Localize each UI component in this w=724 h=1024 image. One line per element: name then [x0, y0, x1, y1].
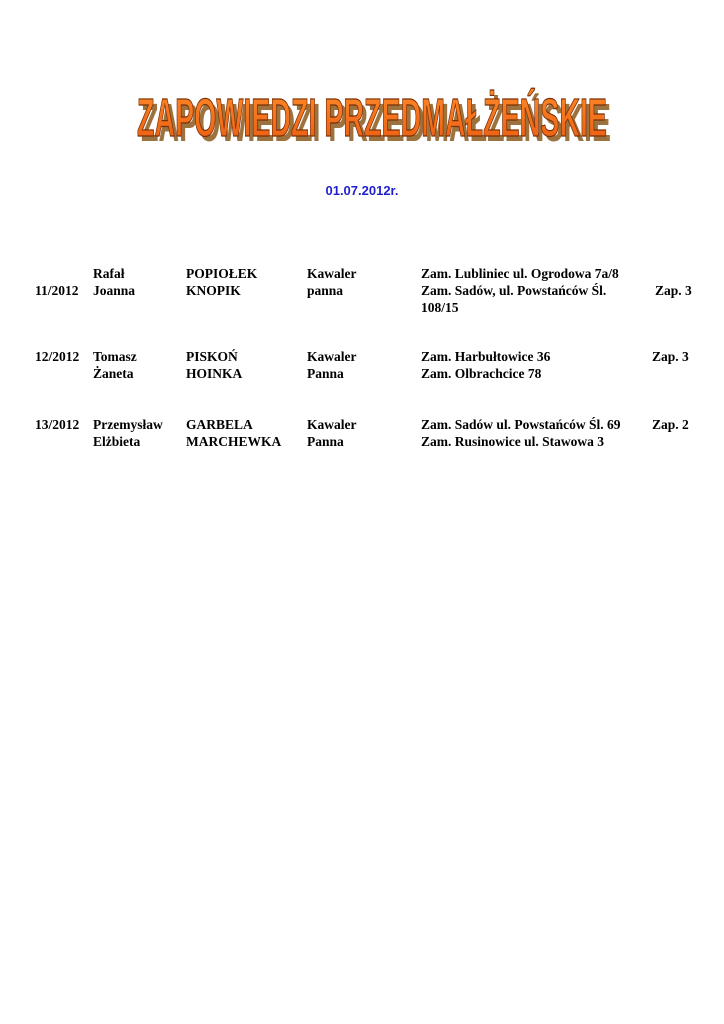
bride-status: Panna	[307, 434, 344, 449]
entry-number: 12/2012	[35, 349, 80, 364]
bride-address: Zam. Sadów, ul. Powstańców Śl. 108/15	[421, 283, 607, 315]
zap-count: Zap. 3	[655, 283, 692, 298]
groom-address: Zam. Sadów ul. Powstańców Śl. 69	[421, 417, 621, 432]
bride-status: panna	[307, 283, 344, 298]
zap-count: Zap. 2	[652, 417, 689, 432]
groom-first-name: Przemysław	[93, 417, 163, 432]
announcement-date: 01.07.2012r.	[325, 183, 399, 198]
entry-number: 11/2012	[35, 283, 79, 298]
groom-address: Zam. Harbułtowice 36	[421, 349, 551, 364]
bride-surname: KNOPIK	[186, 283, 241, 298]
bride-surname: MARCHEWKA	[186, 434, 282, 449]
groom-surname: POPIOŁEK	[186, 266, 258, 281]
bride-address: Zam. Rusinowice ul. Stawowa 3	[421, 434, 605, 449]
zap-count: Zap. 3	[652, 349, 689, 364]
groom-status: Kawaler	[307, 417, 357, 432]
bride-status: Panna	[307, 366, 344, 381]
bride-address: Zam. Olbrachcice 78	[421, 366, 542, 381]
title-text: ZAPOWIEDZI PRZEDMAŁŻEŃSKIE	[137, 88, 607, 148]
page-title	[110, 40, 630, 160]
bride-first-name: Żaneta	[93, 366, 134, 381]
wordart-title	[110, 40, 630, 160]
bride-first-name: Elżbieta	[93, 434, 141, 449]
groom-surname: PISKOŃ	[186, 349, 238, 364]
bride-first-name: Joanna	[93, 283, 136, 298]
bride-surname: HOINKA	[186, 366, 243, 381]
groom-surname: GARBELA	[186, 417, 253, 432]
groom-status: Kawaler	[307, 349, 357, 364]
groom-first-name: Rafał	[93, 266, 125, 281]
groom-status: Kawaler	[307, 266, 357, 281]
title-shadow: ZAPOWIEDZI PRZEDMAŁŻEŃSKIE	[141, 93, 611, 153]
groom-first-name: Tomasz	[93, 349, 137, 364]
groom-address: Zam. Lubliniec ul. Ogrodowa 7a/8	[421, 266, 619, 281]
entry-number: 13/2012	[35, 417, 80, 432]
